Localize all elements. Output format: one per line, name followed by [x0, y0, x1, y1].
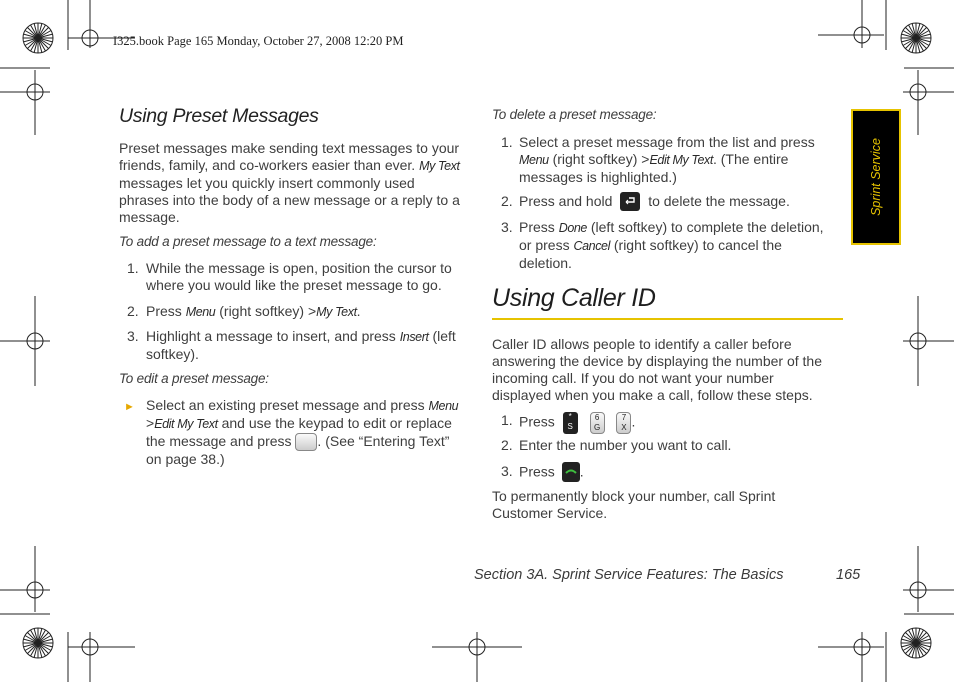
step-number: 1. [501, 134, 513, 150]
text-line: messages let you quickly insert commonly used [119, 175, 415, 191]
menu-label: Menu [185, 305, 216, 319]
step-number: 3. [501, 463, 513, 479]
step-number: 3. [127, 328, 139, 344]
delete-step-2: Press and hold to delete the message. [519, 193, 790, 210]
edit-my-text-label: Edit My Text [154, 417, 218, 431]
caller-step-1: Press * S 6 G 7 X . [519, 412, 636, 432]
add-step-3: Highlight a message to insert, and press Insert (left softkey). [146, 328, 456, 362]
heading-rule [492, 318, 843, 320]
block-number-text: To permanently block your number, call Sprint Customer Service. [492, 488, 776, 521]
step-number: 1. [501, 412, 513, 428]
insert-label: Insert [399, 330, 429, 344]
preset-messages-heading: Using Preset Messages [119, 105, 319, 127]
book-header: I325.book Page 165 Monday, October 27, 2008 12:20 PM [113, 34, 404, 48]
crosshair-mark [903, 296, 954, 386]
text-line: phrases into the body of a new message or a reply to a [119, 192, 460, 208]
cancel-label: Cancel [573, 239, 610, 253]
crosshair-mark [432, 632, 522, 682]
crosshair-mark [0, 546, 50, 612]
caller-step-3: Press . [519, 463, 584, 483]
crosshair-mark [818, 0, 884, 48]
menu-label: Menu [428, 399, 459, 413]
text-line: message. [119, 209, 180, 225]
add-step-1: While the message is open, position the cursor to where you would like the preset message to go. [146, 260, 452, 293]
my-text-label: My Text [316, 305, 357, 319]
step-number: 2. [501, 437, 513, 453]
seven-key-icon: 7 X [616, 412, 631, 434]
ok-key-icon [295, 433, 317, 451]
add-step-2: Press Menu (right softkey) >My Text. [146, 303, 361, 319]
caller-id-heading: Using Caller ID [492, 284, 656, 312]
side-tab-label: Sprint Service [869, 138, 883, 216]
edit-my-text-label: Edit My Text [649, 153, 713, 167]
text-line: Preset messages make sending text messages to your [119, 140, 460, 156]
crosshair-mark [903, 546, 954, 612]
menu-label: Menu [519, 153, 549, 167]
back-key-icon [620, 192, 640, 211]
edit-preset-subheading: To edit a preset message: [119, 371, 269, 386]
delete-step-1: Select a preset message from the list and press Menu (right softkey) >Edit My Text. (The entire messages is highlighted.) [519, 134, 815, 185]
add-preset-subheading: To add a preset message to a text message: [119, 234, 377, 249]
delete-preset-subheading: To delete a preset message: [492, 107, 657, 122]
done-label: Done [558, 221, 587, 235]
my-text-label: My Text [419, 159, 460, 173]
crosshair-mark [0, 296, 50, 386]
side-tab-label-wrap [851, 109, 901, 245]
text-line: friends, family, and co-workers easier than ever. My Text [119, 157, 460, 173]
page-number: 165 [836, 567, 861, 583]
six-key-icon: 6 G [590, 412, 605, 434]
step-number: 3. [501, 219, 513, 235]
step-number: 2. [501, 193, 513, 209]
caller-step-2: Enter the number you want to call. [519, 437, 732, 453]
star-key-icon: * S [563, 412, 578, 434]
edit-step: Select an existing preset message and press Menu >Edit My Text and use the keypad to edit or replace the message and press . (See “Entering Text” on page 38.) [146, 397, 459, 468]
preset-intro [119, 140, 479, 226]
crosshair-mark [818, 632, 884, 682]
bullet-arrow-icon: ► [124, 401, 135, 413]
section-footer: Section 3A. Sprint Service Features: The Basics [474, 567, 784, 583]
caller-id-intro: Caller ID allows people to identify a caller before answering the device by displaying the number of the incoming call. If you do not want your number displayed when you make a call, follow these steps. [492, 336, 822, 403]
crosshair-mark [903, 70, 954, 135]
talk-key-icon [562, 462, 580, 482]
crosshair-mark [0, 70, 50, 135]
delete-step-3: Press Done (left softkey) to complete the deletion, or press Cancel (right softkey) to cancel the deletion. [519, 219, 824, 271]
step-number: 2. [127, 303, 139, 319]
step-number: 1. [127, 260, 139, 276]
crosshair-mark [68, 632, 135, 682]
